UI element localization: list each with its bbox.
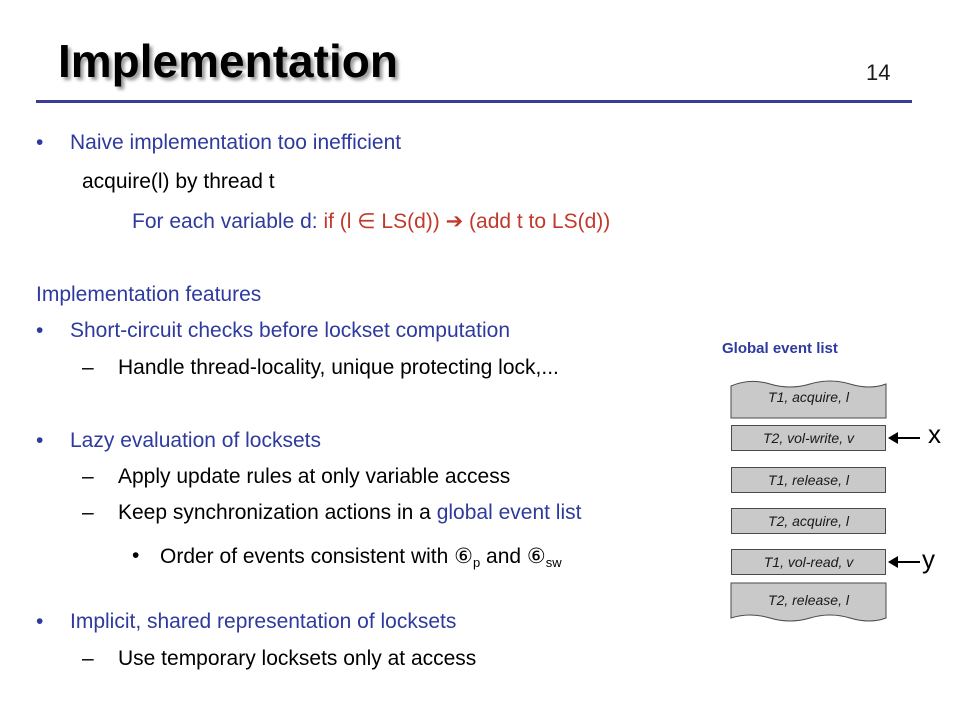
order-and: and <box>480 545 527 568</box>
event-box-3 <box>731 467 886 493</box>
sub-apply-update-rules: Apply update rules at only variable access <box>118 465 511 488</box>
bullet-marker: • <box>36 319 44 342</box>
pointer-x-label: x <box>928 419 941 449</box>
page-number: 14 <box>866 60 891 85</box>
dash-marker: – <box>82 647 94 670</box>
pointer-x-arrow-head-icon <box>888 432 898 444</box>
sub-temporary-locksets: Use temporary locksets only at access <box>118 647 477 670</box>
event-label-3: T1, release, l <box>768 472 849 488</box>
bullet-naive-implementation: Naive implementation too inefficient <box>70 131 402 154</box>
acquire-line: acquire(l) by thread t <box>82 170 275 193</box>
event-box-4 <box>731 508 886 534</box>
bullet-short-circuit: Short-circuit checks before lockset computation <box>70 319 511 342</box>
if-clause: if (l <box>323 210 358 233</box>
pointer-y-arrow-head-icon <box>888 556 898 568</box>
bullet-implicit-representation: Implicit, shared representation of locksets <box>70 610 457 633</box>
keep-sync-prefix: Keep synchronization actions in a <box>118 501 437 524</box>
pointer-x-arrow-icon <box>896 437 920 439</box>
event-label-4: T2, acquire, l <box>768 513 849 529</box>
program-order-symbol: ⑥ <box>454 545 473 568</box>
sync-order-subscript: sw <box>545 555 562 570</box>
global-event-list-term: global event list <box>436 501 582 524</box>
section-heading: Implementation features <box>36 283 262 306</box>
add-clause: (add t to LS(d)) <box>463 210 611 233</box>
pointer-y-label: y <box>922 544 935 574</box>
sub-handle-thread-locality: Handle thread-locality, unique protecting lock,... <box>118 356 559 379</box>
event-label-2: T2, vol-write, v <box>762 430 854 446</box>
bullet-marker: • <box>36 131 44 154</box>
pointer-y-arrow-icon <box>896 561 920 563</box>
program-order-subscript: p <box>472 555 481 570</box>
slide-title: Implementation <box>58 35 398 87</box>
event-label-5: T1, vol-read, v <box>763 554 854 570</box>
dash-marker: – <box>82 501 94 524</box>
element-of-symbol: ∈ <box>357 210 376 233</box>
event-label-1: T1, acquire, l <box>768 389 849 405</box>
event-box-5 <box>731 549 886 575</box>
event-label-6: T2, release, l <box>768 592 849 608</box>
order-prefix: Order of events consistent with <box>160 545 455 568</box>
dash-marker: – <box>82 356 94 379</box>
bullet-lazy-evaluation: Lazy evaluation of locksets <box>70 429 321 452</box>
subsub-bullet-marker: • <box>132 544 140 567</box>
bullet-marker: • <box>36 429 44 452</box>
bullet-marker: • <box>36 610 44 633</box>
event-box-2 <box>731 425 886 451</box>
event-list-heading: Global event list <box>722 340 838 357</box>
implies-arrow-icon: ➔ <box>445 210 464 233</box>
sync-order-symbol: ⑥ <box>526 545 546 568</box>
for-each-prefix: For each variable d: <box>132 210 324 233</box>
lockset-clause: LS(d)) <box>375 210 446 233</box>
dash-marker: – <box>82 465 94 488</box>
